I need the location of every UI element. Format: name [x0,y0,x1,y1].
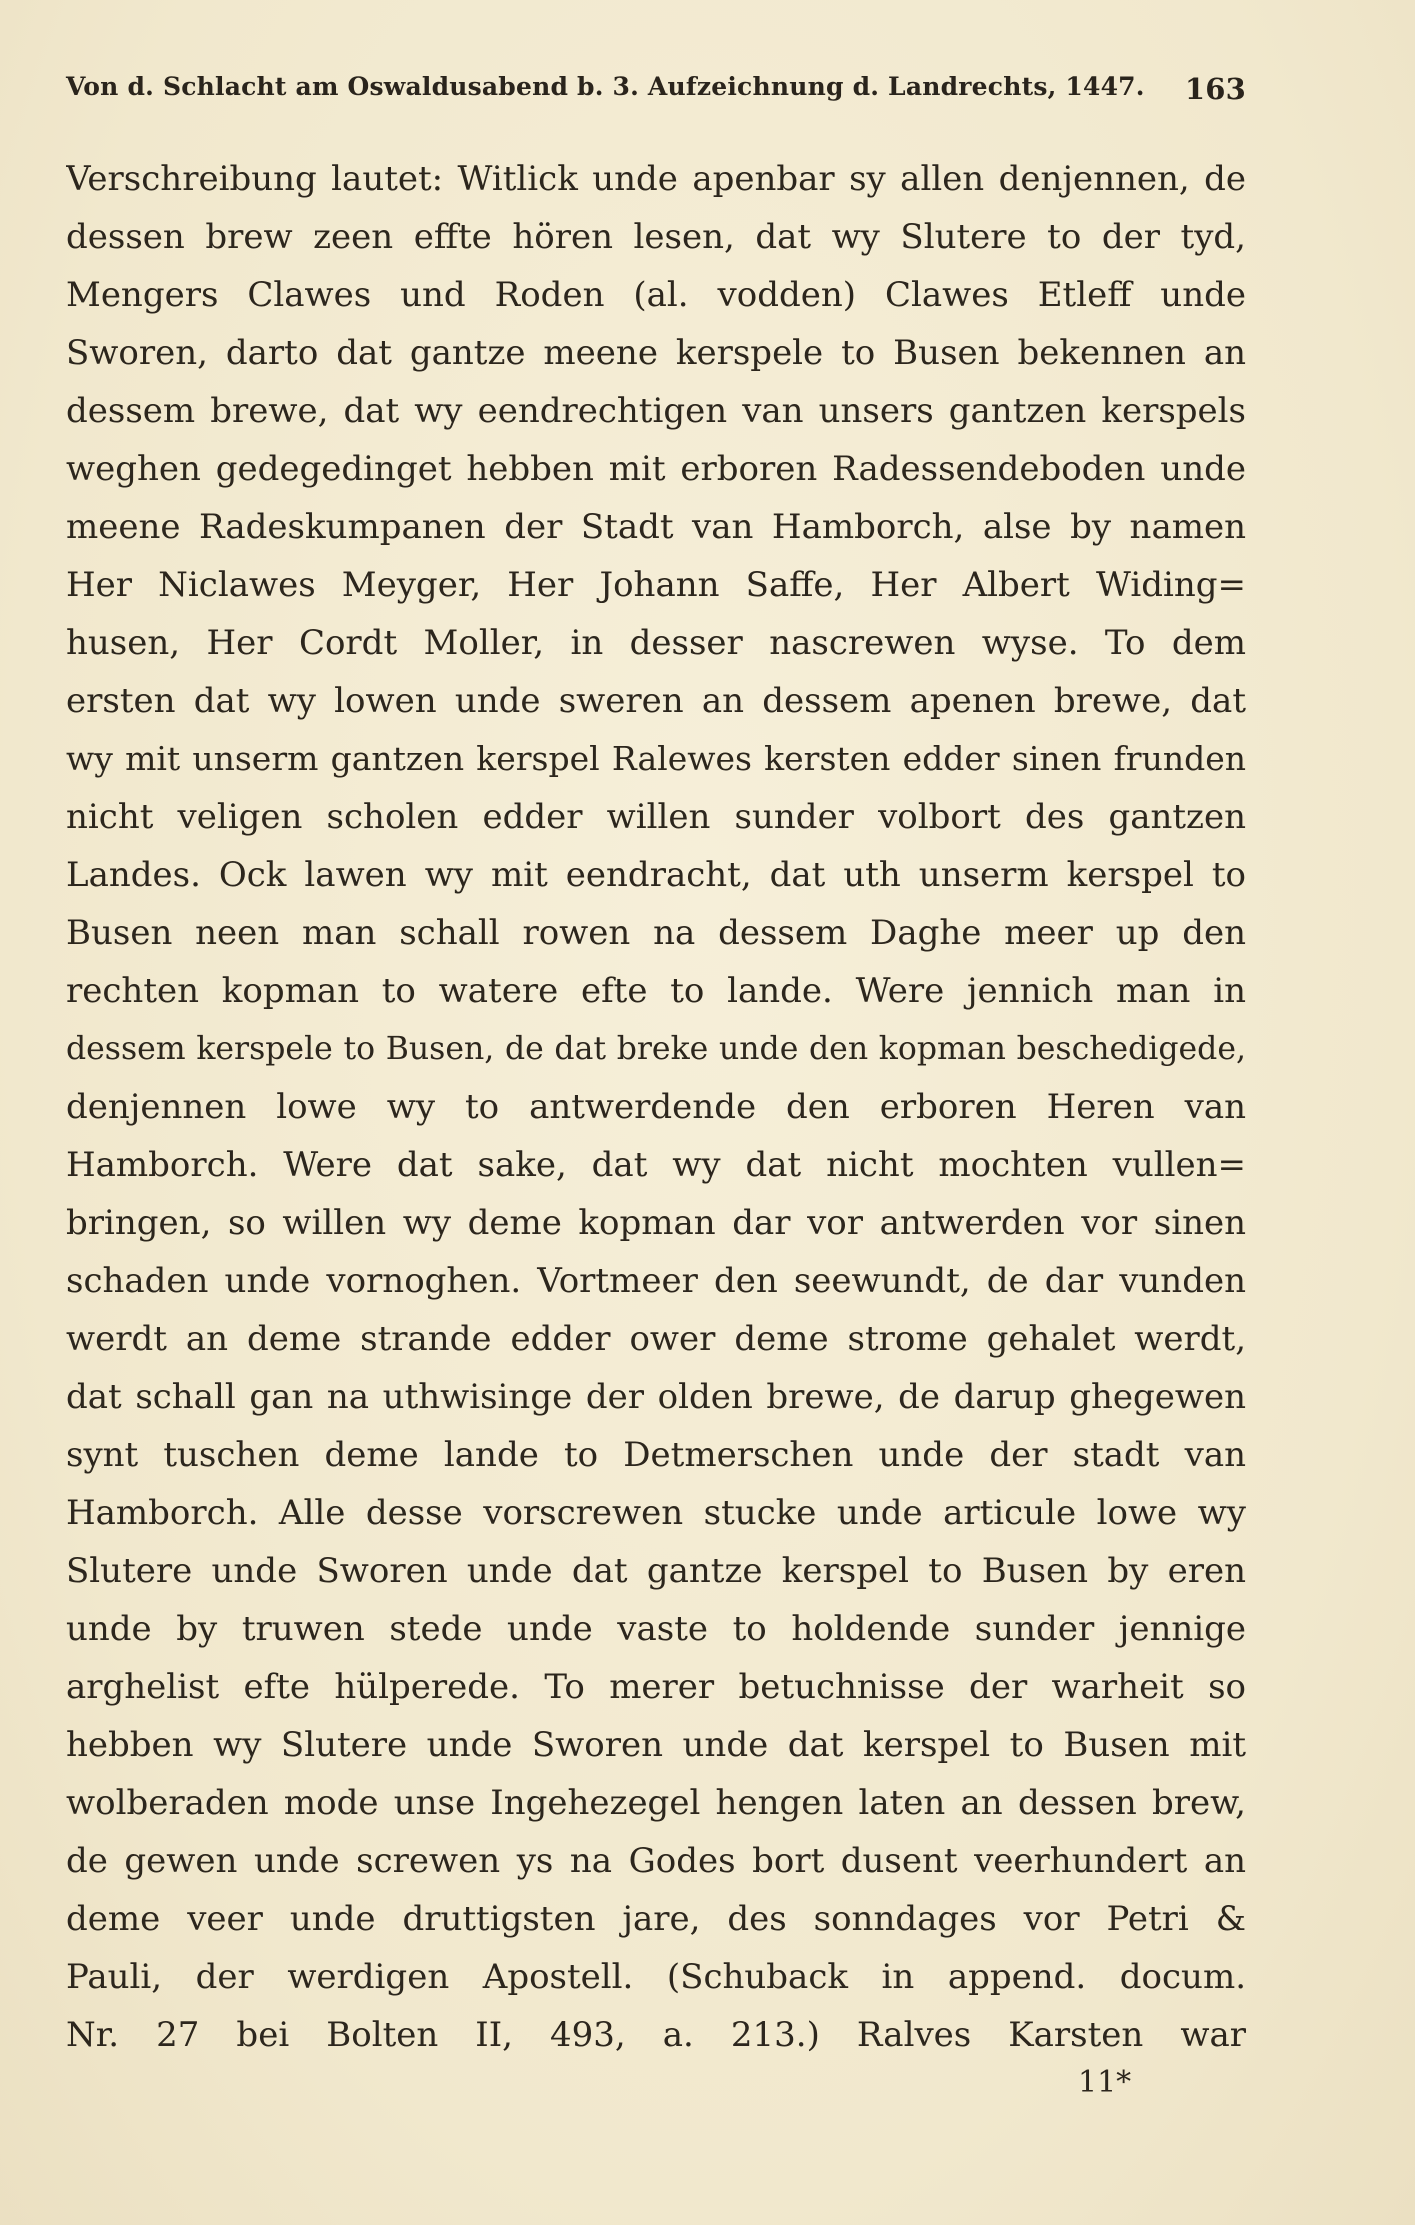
text-line: Sworen, darto dat gantze meene kerspele to Busen bekennen an [66,333,1246,373]
text-line: schaden unde vornoghen. Vortmeer den seewundt, de dar vunden [66,1261,1246,1301]
text-line: hebben wy Slutere unde Sworen unde dat kerspel to Busen mit [66,1725,1246,1765]
text-line: Mengers Clawes und Roden (al. vodden) Clawes Etleff unde [66,275,1246,315]
text-line: meene Radeskumpanen der Stadt van Hamborch, alse by namen [66,507,1246,547]
text-line: Landes. Ock lawen wy mit eendracht, dat uth unserm kerspel to [66,855,1246,895]
signature-mark: 11* [1078,2065,1132,2100]
text-line: dessem brewe, dat wy eendrechtigen van unsers gantzen kerspels [66,391,1246,431]
text-line: nicht veligen scholen edder willen sunder volbort des gantzen [66,797,1246,837]
text-line: denjennen lowe wy to antwerdende den erboren Heren van [66,1087,1246,1127]
text-line: Hamborch. Alle desse vorscrewen stucke unde articule lowe wy [66,1493,1246,1533]
text-line: Nr. 27 bei Bolten II, 493, a. 213.) Ralves Karsten war [66,2015,1246,2055]
text-line: unde by truwen stede unde vaste to holdende sunder jennige [66,1609,1246,1649]
text-line: rechten kopman to watere efte to lande. Were jennich man in [66,971,1246,1011]
text-line: arghelist efte hülperede. To merer betuchnisse der warheit so [66,1667,1246,1707]
text-line: dat schall gan na uthwisinge der olden brewe, de darup ghegewen [66,1377,1246,1417]
text-line: dessem kerspele to Busen, de dat breke unde den kopman beschedigede, [66,1031,1246,1067]
text-line: Verschreibung lautet: Witlick unde apenbar sy allen denjennen, de [66,159,1246,199]
text-line: werdt an deme strande edder ower deme strome gehalet werdt, [66,1319,1246,1359]
text-line: Busen neen man schall rowen na dessem Daghe meer up den [66,913,1246,953]
page-number: 163 [1184,72,1246,106]
text-line: synt tuschen deme lande to Detmerschen unde der stadt van [66,1435,1246,1475]
text-line: weghen gedegedinget hebben mit erboren Radessendeboden unde [66,449,1246,489]
text-line: husen, Her Cordt Moller, in desser nascrewen wyse. To dem [66,623,1246,663]
running-head-title: Von d. Schlacht am Oswaldusabend b. 3. Aufzeichnung d. Landrechts, 1447. [66,72,1145,101]
text-line: Slutere unde Sworen unde dat gantze kerspel to Busen by eren [66,1551,1246,1591]
text-line: ersten dat wy lowen unde sweren an dessem apenen brewe, dat [66,681,1246,721]
text-line: dessen brew zeen effte hören lesen, dat wy Slutere to der tyd, [66,217,1246,257]
text-line: bringen, so willen wy deme kopman dar vor antwerden vor sinen [66,1203,1246,1243]
text-line: Hamborch. Were dat sake, dat wy dat nicht mochten vullen= [66,1145,1246,1185]
text-line: deme veer unde druttigsten jare, des sonndages vor Petri & [66,1899,1246,1939]
text-line: Her Niclawes Meyger, Her Johann Saffe, Her Albert Widing= [66,565,1246,605]
body-text [66,150,1246,2064]
text-line: wy mit unserm gantzen kerspel Ralewes kersten edder sinen frunden [66,739,1246,778]
text-line: de gewen unde screwen ys na Godes bort dusent veerhundert an [66,1841,1246,1881]
text-line: wolberaden mode unse Ingehezegel hengen laten an dessen brew, [66,1783,1246,1823]
text-line: Pauli, der werdigen Apostell. (Schuback in append. docum. [66,1957,1246,1997]
